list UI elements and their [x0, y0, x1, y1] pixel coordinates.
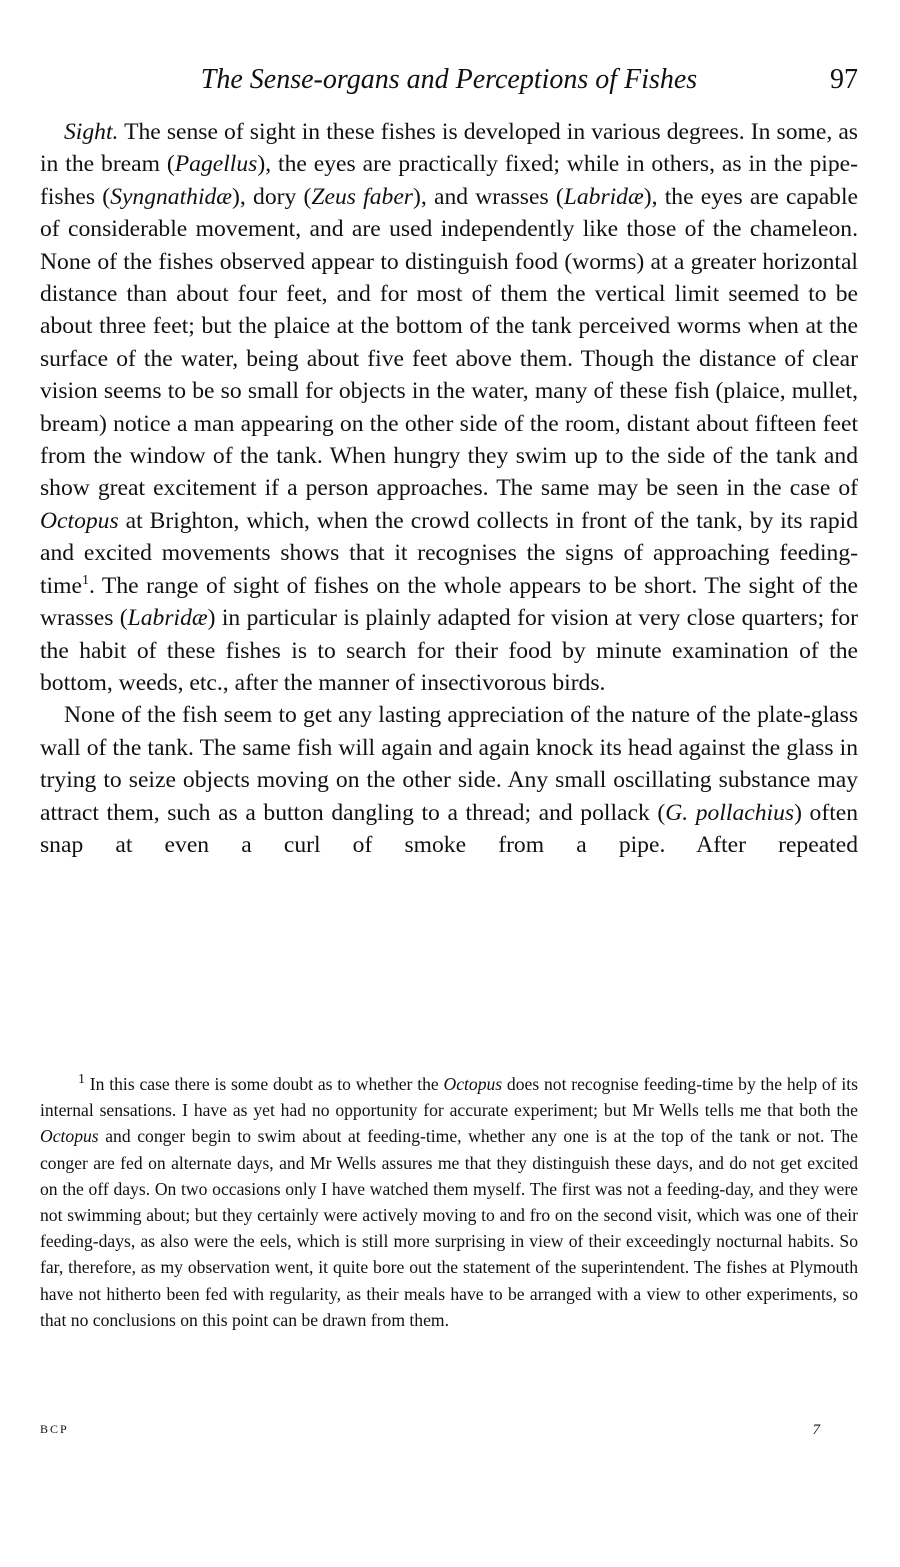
paragraph-sight — [40, 116, 858, 699]
taxon-name: Labridæ — [563, 183, 644, 210]
text-span: ), and wrasses ( — [412, 183, 564, 210]
text-span: ), the eyes are capable of considerable movement, and are used independently like those of the chameleon. None of the fishes observed appear to distinguish food (worms) at a greater horizontal distance than about four feet, and for most of them the vertical limit seemed to be about three feet; but the plaice at the bottom of the tank perceived worms when at the surface of the water, being about five feet above them. Though the distance of clear vision seems to be so small for objects in the water, many of these fish (plaice, mullet, bream) notice a man appearing on the other side of the room, distant about fifteen feet from the window of the tank. When hungry they swim up to the side of the tank and show great excitement if a person approaches. The same may be seen in the case of — [40, 183, 858, 502]
footnote-marker: 1 — [78, 1072, 85, 1088]
page-footer — [40, 1422, 858, 1442]
page-header — [40, 62, 858, 102]
taxon-name: Octopus — [40, 507, 119, 534]
taxon-name: G. pollachius — [665, 799, 795, 826]
page-number: 97 — [830, 64, 858, 95]
taxon-name: Pagellus — [174, 151, 258, 178]
text-span: ), dory ( — [232, 183, 312, 210]
body-text — [40, 116, 858, 861]
taxon-name: Syngnathidæ — [110, 183, 233, 210]
text-span: ) often snap at even a curl of smoke from a pipe. After repeated — [40, 799, 859, 858]
text-span: ) in particular is plainly adapted for vision at very close quarters; for the habit of these fishes is to search for their food by minute examination of the bottom, weeds, etc., after the manner of insectivorous birds. — [40, 605, 859, 696]
text-span: at Brighton, which, when the crowd collects in front of the tank, by its rapid and excited movements shows that it recognises the signs of approaching feeding-time — [40, 507, 858, 599]
text-span: None of the fish seem to get any lasting appreciation of the nature of the plate-glass wall of the tank. The same fish will again and again knock its head against the glass in trying to seize objects moving on the other side. Any small oscillating substance may attract them, such as a button dangling to a thread; and pollack ( — [40, 702, 858, 826]
taxon-name: Zeus faber — [311, 183, 413, 210]
taxon-name: Octopus — [443, 1074, 503, 1094]
text-span: The sense of sight in these fishes is developed in various degrees. In some, as in the bream ( — [40, 119, 858, 178]
running-title: The Sense-organs and Perceptions of Fishes — [200, 64, 698, 95]
footnote — [40, 1071, 858, 1333]
text-span: and conger begin to swim about at feeding-time, whether any one is at the top of the tank or not. The conger are fed on alternate days, and Mr Wells assures me that they distinguish these days, and do not get excited on the off days. On two occasions only I have watched them myself. The first was not a feeding-day, and they were not swimming about; but they certainly were actively moving to and fro on the second visit, which was one of their feeding-days, as also were the eels, which is still more surprising in view of their exceedingly nocturnal habits. So far, therefore, as my observation went, it quite bore out the statement of the superintendent. The fishes at Plymouth have not hitherto been fed with regularity, as their meals have to be arranged with a view to other experiments, so that no conclusions on this point can be drawn from them. — [40, 1126, 858, 1330]
section-run-in-heading: Sight. — [64, 119, 119, 145]
signature-mark: BCP — [40, 1422, 69, 1436]
text-span: . The range of sight of fishes on the whole appears to be short. The sight of the wrasses ( — [40, 572, 858, 632]
footnote-text — [40, 1071, 858, 1333]
taxon-name: Octopus — [40, 1126, 99, 1147]
footnote-reference[interactable]: 1 — [81, 572, 89, 588]
paragraph-glass-wall — [40, 699, 858, 861]
text-span: ), the eyes are practically fixed; while in others, as in the pipe-fishes ( — [40, 151, 858, 210]
folio-number: 7 — [812, 1422, 820, 1438]
taxon-name: Labridæ — [127, 605, 208, 632]
text-span: In this case there is some doubt as to whether the — [85, 1074, 444, 1094]
text-span: does not recognise feeding-time by the help of its internal sensations. I have as yet had no opportunity for accurate experiment; but Mr Wells tells me that both the — [40, 1074, 858, 1121]
